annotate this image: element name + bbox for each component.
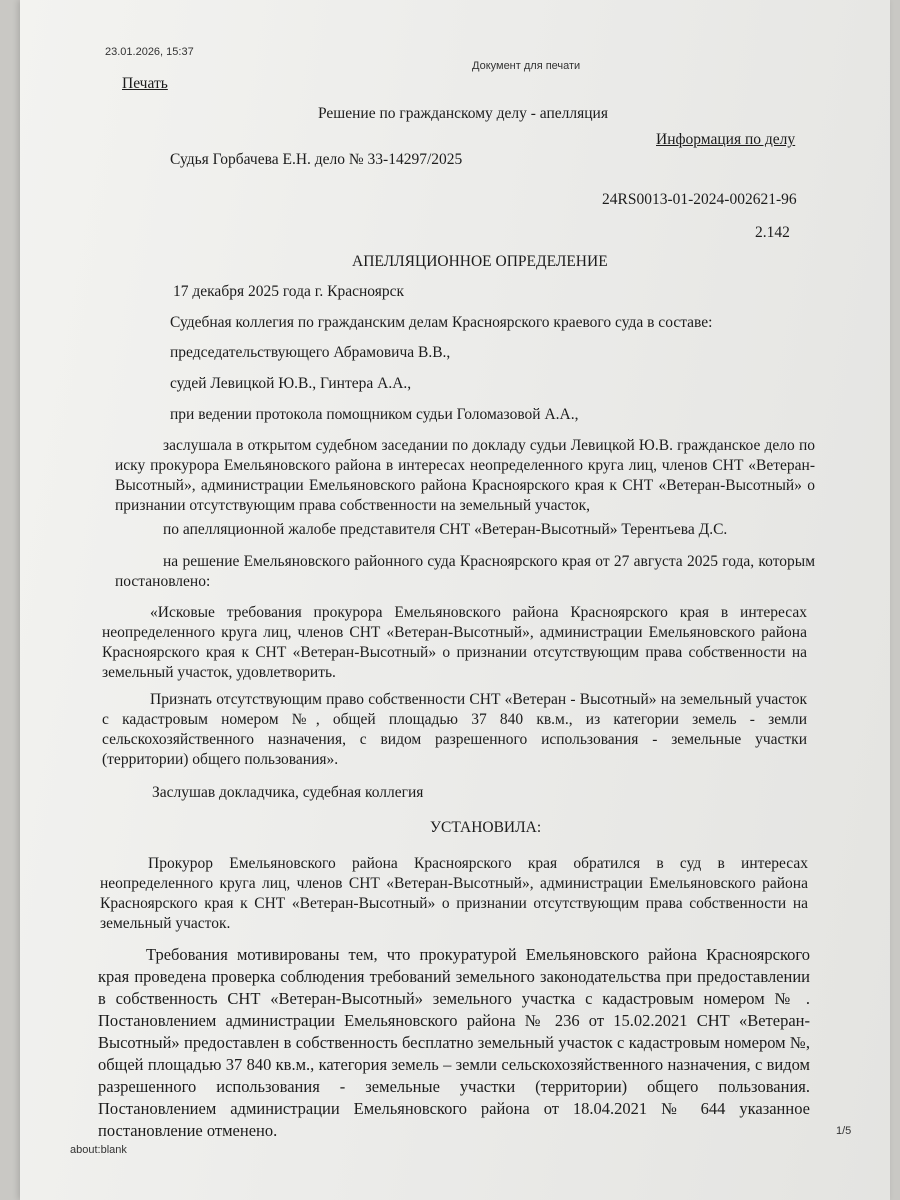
judge-case-number: Судья Горбачева Е.Н. дело № 33-14297/2025 — [170, 151, 463, 168]
printed-page — [20, 0, 890, 1200]
paragraph-decision-text: на решение Емельяновского районного суда Красноярского края от 27 августа 2025 года, которым постановлено: — [115, 553, 815, 590]
paragraph-appeal: по апелляционной жалобе представителя СНТ «Ветеран-Высотный» Терентьева Д.С. — [163, 521, 728, 538]
case-code: 24RS0013-01-2024-002621-96 — [602, 191, 797, 208]
document-heading: АПЕЛЛЯЦИОННОЕ ОПРЕДЕЛЕНИЕ — [352, 253, 608, 270]
presiding-judge: председательствующего Абрамовича В.В., — [170, 344, 451, 361]
paragraph-prosecutor — [100, 854, 808, 934]
heard-speaker: Заслушав докладчика, судебная коллегия — [152, 784, 424, 801]
established-heading: УСТАНОВИЛА: — [430, 819, 542, 836]
document-title: Решение по гражданскому делу - апелляция — [318, 105, 608, 122]
paragraph-quote-1-text: «Исковые требования прокурора Емельяновского района Красноярского края в интересах неопределенного круга лиц, членов СНТ «Ветеран-Высотный», администрации Емельяновского района Красноярского края к СНТ «Ветеран-Высотный» о признании отсутствующим права собственности на земельный участок, удовлетворить. — [102, 604, 807, 681]
paragraph-heard — [115, 436, 815, 516]
case-category: 2.142 — [755, 224, 790, 241]
date-place: 17 декабря 2025 года г. Красноярск — [173, 283, 404, 300]
case-info-link[interactable]: Информация по делу — [656, 131, 796, 148]
protocol-secretary: при ведении протокола помощником судьи Голомазовой А.А., — [170, 406, 579, 423]
panel-composition: Судебная коллегия по гражданским делам Красноярского краевого суда в составе: — [170, 314, 713, 331]
paragraph-requirements-text: Требования мотивированы тем, что прокуратурой Емельяновского района Красноярского края проведена проверка соблюдения требований земельного законодательства при предоставлении в собственность СНТ «Ветеран-Высотный» земельного участка с кадастровым номером № . Постановлением администрации Емельяновского района № 236 от 15.02.2021 СНТ «Ветеран-Высотный» предоставлен в собственность бесплатно земельный участок с кадастровым номером №, общей площадью 37 840 кв.м., категория земель – земли сельскохозяйственного назначения, с видом разрешенного использования - земельные участки (территории) общего пользования. Постановлением администрации Емельяновского района от 18.04.2021 № 644 указанное постановление отменено. — [98, 945, 810, 1140]
print-datetime: 23.01.2026, 15:37 — [105, 46, 194, 58]
paragraph-quote-2-text: Признать отсутствующим право собственности СНТ «Ветеран - Высотный» на земельный участок с кадастровым номером №, общей площадью 37 840 кв.м., из категории земель - земли сельскохозяйственного назначения, с видом разрешенного использования - земельные участки (территории) общего пользования». — [102, 691, 807, 768]
paragraph-requirements — [98, 944, 810, 1142]
page-number: 1/5 — [836, 1125, 852, 1137]
panel-judges: судей Левицкой Ю.В., Гинтера А.А., — [170, 375, 412, 392]
paragraph-quote-2 — [102, 690, 807, 770]
paragraph-heard-text: заслушала в открытом судебном заседании по докладу судьи Левицкой Ю.В. гражданское дело по иску прокурора Емельяновского района в интересах неопределенного круга лиц, членов СНТ «Ветеран-Высотный», администрации Емельяновского района Красноярского края к СНТ «Ветеран-Высотный» о признании отсутствующим права собственности на земельный участок, — [115, 437, 815, 514]
paragraph-decision — [115, 552, 815, 592]
print-link[interactable]: Печать — [122, 75, 168, 92]
page-url: about:blank — [70, 1144, 127, 1156]
paragraph-quote-1 — [102, 603, 807, 683]
paragraph-prosecutor-text: Прокурор Емельяновского района Красноярского края обратился в суд в интересах неопределенного круга лиц, членов СНТ «Ветеран-Высотный», администрации Емельяновского района Красноярского края к СНТ «Ветеран-Высотный» о признании отсутствующим права собственности на земельный участок. — [100, 855, 808, 932]
print-doc-label: Документ для печати — [472, 60, 581, 72]
